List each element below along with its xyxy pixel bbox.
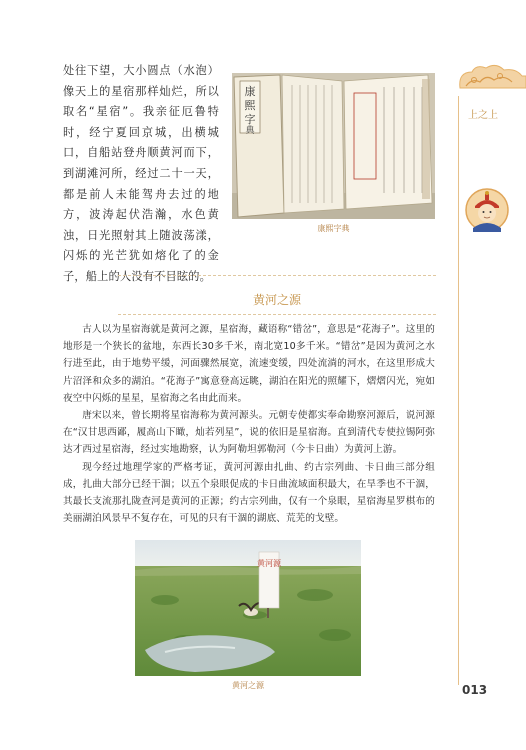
figure1-caption: 康熙字典 <box>317 224 350 233</box>
intro-paragraph: 处往下望，大小圆点（水泡）像天上的星宿那样灿烂，所以取名“星宿”。我亲征厄鲁特时，经宁夏回京城，出横城口，自船站登舟顺黄河而下，到湖滩河所，经过二十一天，都是前人未能驾舟去过的地方，波涛起伏浩瀚，水色黄浊，日光照射其上随波荡漾，闪烁的光芒犹如熔化了的金子，船上的人没有不目眩的。 <box>63 64 219 283</box>
body-text <box>63 321 435 527</box>
dictionary-illustration <box>232 73 435 219</box>
section-marker: 上之上 <box>468 110 498 121</box>
cloud-ornament-icon <box>452 62 526 96</box>
kangxi-dictionary-photo <box>232 73 435 219</box>
svg-text:字: 字 <box>244 113 256 126</box>
river-source-illustration <box>135 540 361 676</box>
page-number: 013 <box>462 683 488 697</box>
svg-text:典: 典 <box>245 126 255 136</box>
paragraph-1: 古人以为星宿海就是黄河之源，星宿海，藏语称“错岔”，意思是“花海子”。这里的地形是一个狭长的盆地，东西长30多千米，南北宽10多千米。“错岔”是因为黄河之水行进至此，由于地势平缓，河面骤然展宽，流速变缓，四处流淌的河水，在这里形成大片沼泽和众多的湖泊。“花海子”寓意登高远眺，湖泊在阳光的照耀下，熠熠闪光，宛如夜空中闪烁的星星，星宿海之名由此而来。 <box>63 324 435 404</box>
sign-text: 黄河源 <box>257 559 281 568</box>
svg-text:康: 康 <box>244 85 256 98</box>
svg-text:熙: 熙 <box>244 99 256 112</box>
paragraph-2: 唐宋以来，曾长期将星宿海称为黄河源头。元朝专使都实奉命勘察河源后，说河源在“汉甘思西鄙，履高山下瞰，灿若列星”，说的依旧是星宿海。直到清代专使拉锡阿弥达才西过星宿海，经过实地勘察，认为阿勒坦郭勒河（今卡日曲）为黄河上游。 <box>63 410 435 456</box>
margin-rule <box>458 95 459 685</box>
yellow-river-source-photo <box>135 540 361 676</box>
figure2-caption: 黄河之源 <box>232 681 264 690</box>
section-divider-bottom <box>118 314 436 315</box>
section-title: 黄河之源 <box>252 293 301 307</box>
section-divider-top <box>118 275 436 276</box>
emperor-avatar-icon <box>465 188 509 232</box>
paragraph-3: 现今经过地理学家的严格考证，黄河河源由扎曲、约古宗列曲、卡日曲三部分组成，扎曲大部分已经干涸；以五个泉眼促成的卡日曲流域面积最大，在旱季也不干涸，其最长支流那扎陇查河是黄河的正源；约古宗列曲，仅有一个泉眼，星宿海星罗棋布的美丽湖泊风景早不复存在，可见的只有干涸的湖底、荒芜的戈壁。 <box>63 461 435 525</box>
